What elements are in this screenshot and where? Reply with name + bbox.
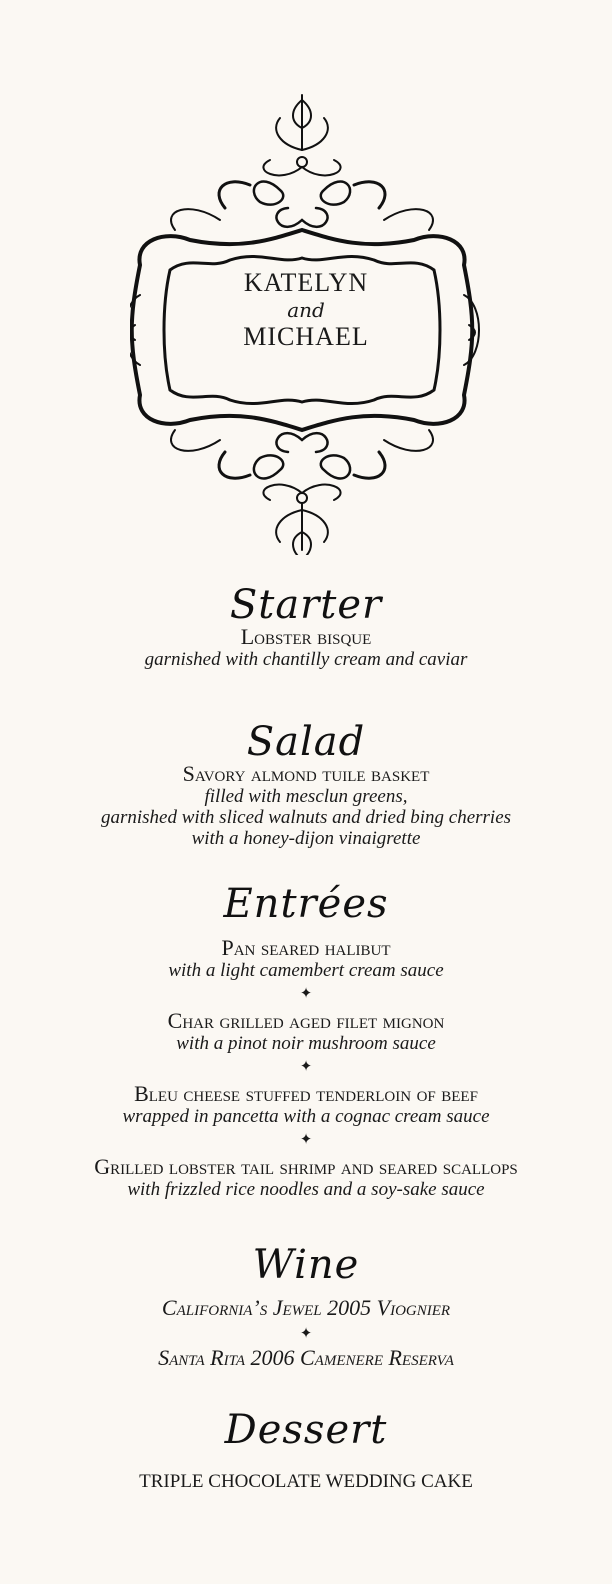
entree-dish: Char grilled aged filet mignon: [167, 1008, 445, 1033]
separator-icon: ✦: [299, 1324, 313, 1342]
wine-heading: Wine: [252, 1242, 360, 1288]
salad-dish: Savory almond tuile basket: [182, 761, 430, 786]
groom-bride-name-2: MICHAEL: [243, 322, 369, 351]
separator-icon: ✦: [299, 984, 313, 1002]
and-word: and: [287, 298, 325, 322]
wine-item: Santa Rita 2006 Camenere Reserva: [158, 1345, 454, 1370]
salad-section: [0, 719, 612, 849]
entree-desc: wrapped in pancetta with a cognac cream sauce: [122, 1106, 490, 1127]
entree-item: [0, 936, 612, 981]
entree-dish: Bleu cheese stuffed tenderloin of beef: [134, 1081, 478, 1106]
wine-section: [0, 1242, 612, 1371]
salad-desc-1: filled with mesclun greens,: [204, 786, 408, 807]
entrees-section: [0, 881, 612, 1200]
starter-heading: Starter: [229, 582, 383, 628]
starter-dish: Lobster bisque: [240, 624, 372, 649]
entree-item: [0, 1009, 612, 1054]
groom-bride-name-1: KATELYN: [243, 268, 369, 297]
entree-desc: with a pinot noir mushroom sauce: [176, 1033, 436, 1054]
entree-dish: Grilled lobster tail shrimp and seared scallops: [94, 1154, 518, 1179]
couple-names: [0, 268, 612, 352]
entree-item: [0, 1082, 612, 1127]
starter-section: [0, 582, 612, 670]
entree-desc: with frizzled rice noodles and a soy-sake sauce: [127, 1179, 485, 1200]
separator-icon: ✦: [299, 1130, 313, 1148]
dessert-heading: Dessert: [224, 1407, 388, 1453]
entrees-heading: Entrées: [223, 881, 389, 927]
salad-desc-2: garnished with sliced walnuts and dried bing cherries: [100, 807, 512, 828]
wine-item: California’s Jewel 2005 Viognier: [161, 1295, 451, 1320]
salad-heading: Salad: [246, 719, 366, 765]
dessert-dish: TRIPLE CHOCOLATE WEDDING CAKE: [139, 1471, 473, 1492]
dessert-section: [0, 1407, 612, 1494]
entree-item: [0, 1155, 612, 1200]
entree-desc: with a light camembert cream sauce: [168, 960, 444, 981]
starter-desc: garnished with chantilly cream and caviar: [144, 649, 468, 670]
salad-desc-3: with a honey-dijon vinaigrette: [191, 828, 421, 849]
entree-dish: Pan seared halibut: [221, 935, 391, 960]
separator-icon: ✦: [299, 1057, 313, 1075]
